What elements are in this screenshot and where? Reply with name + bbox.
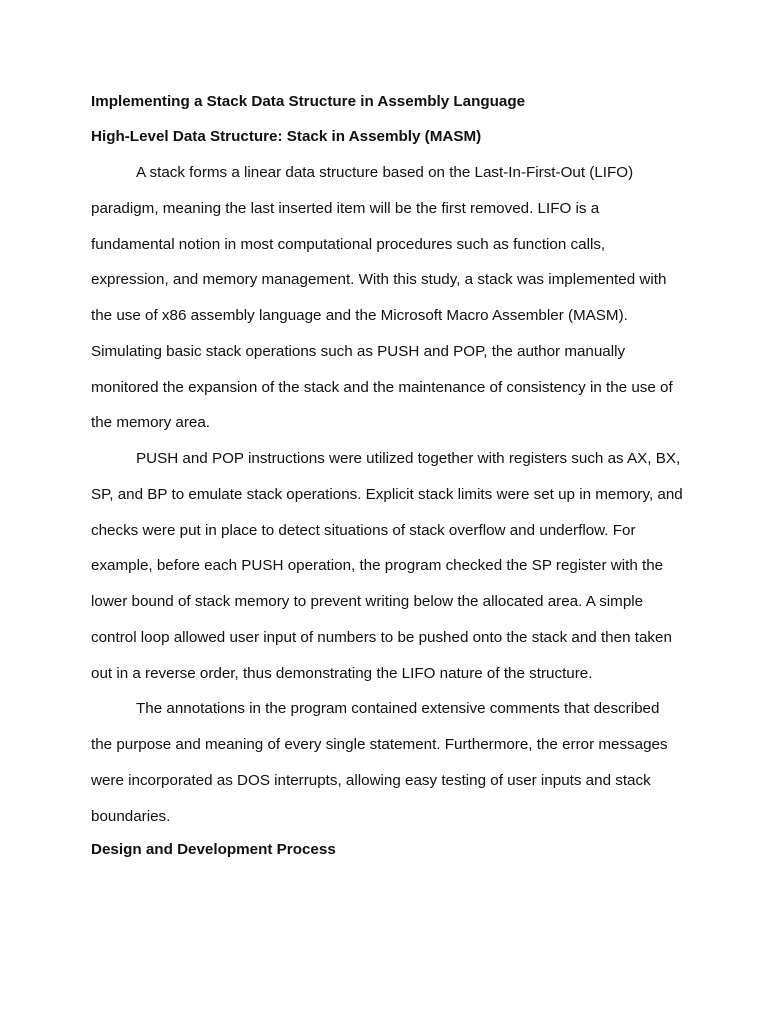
body-paragraph-1: A stack forms a linear data structure based on the Last-In-First-Out (LIFO) paradigm, meaning the last inserted item will be the first removed. LIFO is a fundamental notion in most computational procedures such as function calls, expression, and memory management. With this study, a stack was implemented with the use of x86 assembly language and the Microsoft Macro Assembler (MASM). Simulating basic stack operations such as PUSH and POP, the author manually monitored the expansion of the stack and the maintenance of consistency in the use of the memory area. <box>91 164 673 432</box>
body-paragraph-2: PUSH and POP instructions were utilized together with registers such as AX, BX, SP, and BP to emulate stack operations. Explicit stack limits were set up in memory, and checks were put in place to detect situations of stack overflow and underflow. For example, before each PUSH operation, the program checked the SP register with the lower bound of stack memory to prevent writing below the allocated area. A simple control loop allowed user input of numbers to be pushed onto the stack and then taken out in a reverse order, thus demonstrating the LIFO nature of the structure. <box>91 450 683 682</box>
document-body <box>91 90 683 862</box>
section-heading-stack: High-Level Data Structure: Stack in Assembly (MASM) <box>91 128 482 145</box>
document-title: Implementing a Stack Data Structure in Assembly Language <box>91 93 526 110</box>
body-paragraph-3: The annotations in the program contained extensive comments that described the purpose and meaning of every single statement. Furthermore, the error messages were incorporated as DOS interrupts, allowing easy testing of user inputs and stack boundaries. <box>91 700 668 825</box>
section-heading-design: Design and Development Process <box>91 841 336 859</box>
